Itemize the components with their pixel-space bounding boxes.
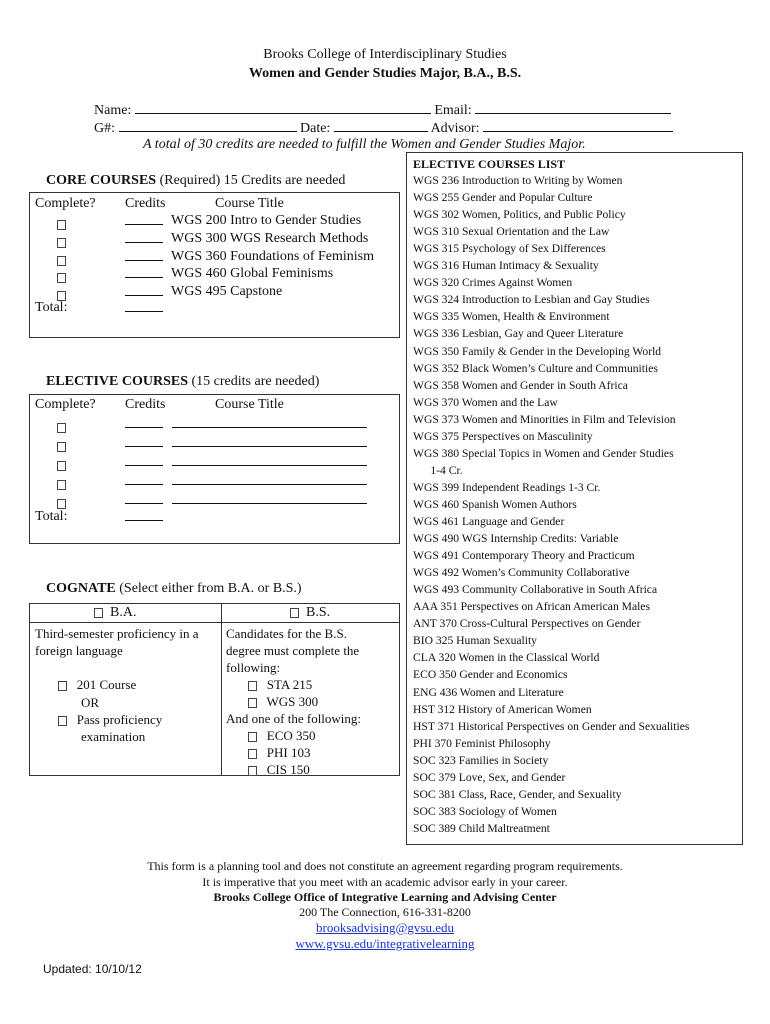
elective-list-item: SOC 381 Class, Race, Gender, and Sexuality [413,787,622,801]
elective-list-item: WGS 350 Family & Gender in the Developing World [413,344,662,358]
elective-list-item: WGS 324 Introduction to Lesbian and Gay Studies [413,293,650,307]
core-col-title: Course Title [215,196,284,211]
ba-pass-proficiency[interactable]: Pass proficiency [58,712,162,728]
elective-list-item: AAA 351 Perspectives on African American Males [413,600,650,614]
bs-wgs300[interactable]: WGS 300 [248,694,318,710]
bs-and-label: And one of the following: [226,711,362,726]
website-link-wrap [0,936,770,952]
elective-list-item: SOC 323 Families in Society [413,753,549,767]
college-name: Brooks College of Interdisciplinary Studies [263,47,507,62]
core-credit-blank[interactable] [125,212,163,229]
core-total-blank[interactable] [125,299,163,316]
elective-list-item: ECO 350 Gender and Economics [413,668,568,682]
elective-list-item: SOC 389 Child Maltreatment [413,821,550,835]
elective-courses-box [29,394,400,544]
elective-checkbox[interactable] [57,457,66,473]
core-section-title: CORE COURSES (Required) 15 Credits are needed [46,173,346,188]
elective-list-item: SOC 383 Sociology of Women [413,804,557,818]
elective-section-title: ELECTIVE COURSES (15 credits are needed) [46,374,320,389]
bs-description-2: degree must complete the [226,643,360,658]
name-field[interactable] [135,101,431,114]
office-name: Brooks College Office of Integrative Learning and Advising Center [213,890,557,904]
cognate-divider [221,604,222,775]
elective-list-item: WGS 335 Women, Health & Environment [413,310,610,324]
elective-title-blank[interactable] [172,415,367,432]
core-total-label: Total: [35,300,68,315]
core-credit-blank[interactable] [125,265,163,282]
elective-col-credits: Credits [125,397,166,412]
elective-list-item: ENG 436 Women and Literature [413,685,564,699]
elective-list-item: SOC 379 Love, Sex, and Gender [413,770,566,784]
core-col-complete: Complete? [35,196,96,211]
core-credit-blank[interactable] [125,283,163,300]
elective-list-item: WGS 310 Sexual Orientation and the Law [413,225,610,239]
bs-eco350[interactable]: ECO 350 [248,728,316,744]
elective-checkbox[interactable] [57,438,66,454]
core-course: WGS 360 Foundations of Feminism [171,249,375,264]
bs-sta215[interactable]: STA 215 [248,677,312,693]
elective-list-item: 1-4 Cr. [413,463,463,477]
advisor-field[interactable] [483,119,673,132]
elective-list-item: WGS 491 Contemporary Theory and Practicum [413,549,635,563]
elective-list-item: WGS 399 Independent Readings 1-3 Cr. [413,480,601,494]
elective-col-title: Course Title [215,397,284,412]
elective-credit-blank[interactable] [125,491,163,508]
elective-list-item: WGS 493 Community Collaborative in South Africa [413,583,658,597]
elective-list-item: WGS 492 Women’s Community Collaborative [413,566,630,580]
elective-list-item: PHI 370 Feminist Philosophy [413,736,551,750]
core-checkbox[interactable] [57,234,66,250]
disclaimer-line-2: It is imperative that you meet with an academic advisor early in your career. [202,875,568,889]
bs-description: Candidates for the B.S. [226,626,347,641]
ba-or-label: OR [81,695,100,710]
elective-list-item: HST 371 Historical Perspectives on Gender and Sexualities [413,719,690,733]
elective-list-title: ELECTIVE COURSES LIST [413,157,566,171]
elective-title-blank[interactable] [172,472,367,489]
bs-option[interactable]: B.S. [290,605,330,621]
cognate-header-rule [30,622,399,623]
elective-list-item: WGS 236 Introduction to Writing by Women [413,174,623,187]
elective-list-item: WGS 380 Special Topics in Women and Gender Studies [413,446,674,460]
elective-credit-blank[interactable] [125,453,163,470]
core-col-credits: Credits [125,196,166,211]
elective-total-blank[interactable] [125,508,163,525]
elective-list-item: WGS 336 Lesbian, Gay and Queer Literature [413,327,624,341]
core-course: WGS 300 WGS Research Methods [171,231,369,246]
email-link-wrap [0,920,770,936]
elective-list-item: WGS 320 Crimes Against Women [413,276,573,290]
core-checkbox[interactable] [57,269,66,285]
elective-list-item: WGS 375 Perspectives on Masculinity [413,429,593,443]
elective-checkbox[interactable] [57,419,66,435]
elective-list-item: CLA 320 Women in the Classical World [413,651,600,665]
email-label: Email: [434,103,472,118]
website-link[interactable]: www.gvsu.edu/integrativelearning [295,936,475,951]
office-address: 200 The Connection, 616-331-8200 [299,905,471,919]
elective-list-item: WGS 370 Women and the Law [413,395,558,409]
page-title: Women and Gender Studies Major, B.A., B.S. [248,66,522,81]
elective-title-blank[interactable] [172,434,367,451]
elective-list-item: WGS 316 Human Intimacy & Sexuality [413,259,599,273]
ba-option[interactable]: B.A. [94,605,136,621]
date-label: Date: [300,121,331,136]
advisor-label: Advisor: [430,121,480,136]
elective-list-item: WGS 461 Language and Gender [413,515,565,528]
core-course: WGS 495 Capstone [171,284,283,299]
elective-credit-blank[interactable] [125,415,163,432]
name-row [94,101,671,119]
core-checkbox[interactable] [57,252,66,268]
ba-examination: examination [81,729,146,744]
elective-list-item: HST 312 History of American Women [413,702,592,716]
elective-list-item: WGS 352 Black Women’s Culture and Communities [413,361,658,375]
bs-phi103[interactable]: PHI 103 [248,745,310,761]
elective-list-item: WGS 490 WGS Internship Credits: Variable [413,532,619,546]
elective-total-label: Total: [35,509,68,524]
ba-description: Third-semester proficiency in a [35,626,199,641]
core-course: WGS 200 Intro to Gender Studies [171,213,362,228]
elective-list-item: WGS 358 Women and Gender in South Africa [413,378,628,392]
elective-title-blank[interactable] [172,453,367,470]
credits-note: A total of 30 credits are needed to fulfill the Women and Gender Studies Major. [143,137,586,152]
date-field[interactable] [334,119,428,132]
core-credit-blank[interactable] [125,248,163,265]
bs-description-3: following: [226,660,281,675]
elective-list-item: WGS 315 Psychology of Sex Differences [413,242,606,256]
elective-list-item: WGS 302 Women, Politics, and Public Policy [413,208,626,222]
email-field[interactable] [475,101,671,114]
elective-credit-blank[interactable] [125,434,163,451]
gnum-field[interactable] [119,119,297,132]
elective-title-blank[interactable] [172,491,367,508]
core-courses-box [29,192,400,338]
gnum-label: G#: [94,121,115,136]
updated-date: Updated: 10/10/12 [43,962,142,976]
elective-list-item: ANT 370 Cross-Cultural Perspectives on Gender [413,617,641,631]
elective-list-item: WGS 373 Women and Minorities in Film and Television [413,412,676,426]
ba-description-2: foreign language [35,643,123,658]
elective-credit-blank[interactable] [125,472,163,489]
core-course: WGS 460 Global Feminisms [171,266,334,281]
email-link[interactable]: brooksadvising@gvsu.edu [316,920,454,935]
elective-col-complete: Complete? [35,397,96,412]
cognate-box [29,603,400,776]
gnum-row [94,119,673,137]
ba-201-course[interactable]: 201 Course [58,677,136,693]
cognate-section-title: COGNATE (Select either from B.A. or B.S.) [46,581,302,596]
elective-checkbox[interactable] [57,476,66,492]
name-label: Name: [94,103,132,118]
bs-cis150[interactable]: CIS 150 [248,762,310,778]
elective-list-item: BIO 325 Human Sexuality [413,634,537,648]
elective-list-item: WGS 255 Gender and Popular Culture [413,191,593,205]
elective-list-item: WGS 460 Spanish Women Authors [413,497,577,511]
core-checkbox[interactable] [57,216,66,232]
core-credit-blank[interactable] [125,230,163,247]
disclaimer-line-1: This form is a planning tool and does not constitute an agreement regarding program requirements. [147,859,623,873]
